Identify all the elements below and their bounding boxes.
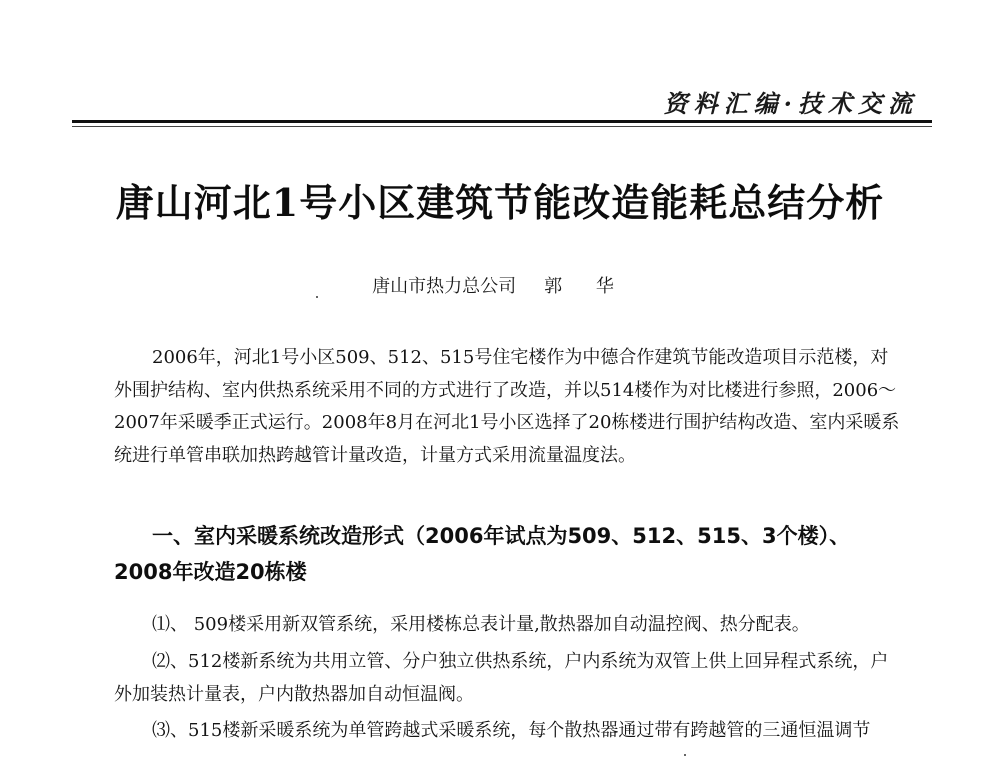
article-title: 唐山河北1号小区建筑节能改造能耗总结分析 xyxy=(115,180,885,225)
header-label: 资料汇编·技术交流 xyxy=(663,89,918,118)
list-item-1: ⑴、 509楼采用新双管系统，采用楼栋总表计量,散热器加自动温控阀、热分配表。 xyxy=(152,614,810,635)
scan-speck xyxy=(684,754,686,756)
list-item-2: ⑵、512楼新系统为共用立管、分户独立供热系统，户内系统为双管上供上回异程式系统，户外加装热计量表，户内散热器加自动恒温阀。 xyxy=(114,651,889,705)
header-rule-thin xyxy=(72,126,932,127)
section-heading: 一、室内采暖系统改造形式（2006年试点为509、512、515、3个楼）、2008年改造20栋楼 xyxy=(114,524,851,584)
author-organization: 唐山市热力总公司 xyxy=(372,276,517,297)
scan-speck xyxy=(316,296,318,298)
header-rule-thick xyxy=(72,120,932,123)
intro-paragraph: 2006年，河北1号小区509、512、515号住宅楼作为中德合作建筑节能改造项目示范楼，对外围护结构、室内供热系统采用不同的方式进行了改造，并以514楼作为对比楼进行参照，2006～2007年采暖季正式运行。2008年8月在河北1号小区选择了20栋楼进行围护结构改造、室内采暖系统进行单管串联加热跨越管计量改造，计量方式采用流量温度法。 xyxy=(114,347,900,466)
author-line xyxy=(0,272,1000,298)
author-name: 郭 华 xyxy=(544,276,628,297)
list-item-3: ⑶、515楼新采暖系统为单管跨越式采暖系统，每个散热器通过带有跨越管的三通恒温调节 xyxy=(152,720,871,741)
